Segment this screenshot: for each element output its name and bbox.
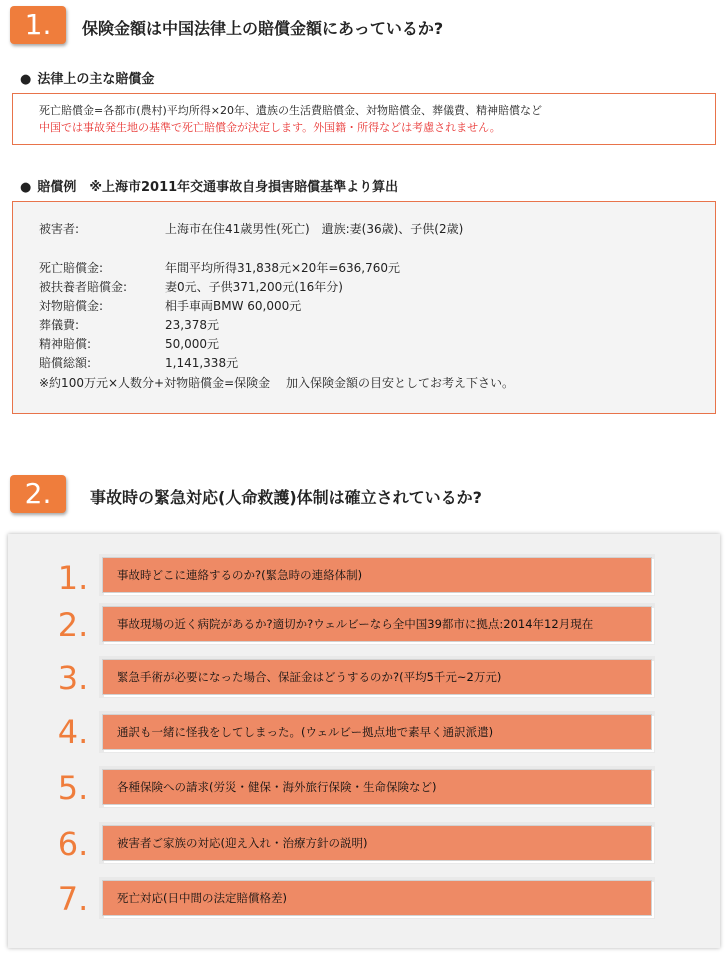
example-row-label: 死亡賠償金: <box>39 261 104 275</box>
item-number: 6. <box>57 825 89 863</box>
example-row-label: 精神賠償: <box>39 337 92 351</box>
example-row-value: 23,378元 <box>165 318 219 332</box>
bullet-icon: ● <box>20 180 32 195</box>
example-row <box>39 354 238 372</box>
checklist-item: 緊急手術が必要になった場合、保証金はどうするのか?(平均5千元~2万元) <box>102 659 652 695</box>
example-row <box>39 335 219 353</box>
example-row <box>39 278 343 296</box>
item-number: 7. <box>57 880 89 918</box>
example-heading <box>20 176 398 195</box>
victim-label: 被害者: <box>39 222 80 236</box>
legal-line-1: 死亡賠償金=各都市(農村)平均所得×20年、遺族の生活費賠償金、対物賠償金、葬儀費、精神賠償など <box>39 104 543 117</box>
example-row-value: 妻0元、子供371,200元(16年分) <box>165 280 343 294</box>
example-row-value: 50,000元 <box>165 337 219 351</box>
example-row-label: 対物賠償金: <box>39 299 104 313</box>
section2-title: 事故時の緊急対応(人命救護)体制は確立されているか? <box>90 488 482 507</box>
example-row-label: 葬儀費: <box>39 318 80 332</box>
example-row-label: 被扶養者賠償金: <box>39 280 128 294</box>
example-row-label: 賠償総額: <box>39 356 92 370</box>
checklist-item: 被害者ご家族の対応(迎え入れ・治療方針の説明) <box>102 825 652 861</box>
checklist-panel <box>8 534 720 948</box>
section1-number-badge: 1. <box>10 6 66 44</box>
example-row <box>39 316 219 334</box>
checklist-item: 死亡対応(日中間の法定賠償格差) <box>102 880 652 916</box>
item-number: 3. <box>57 659 89 697</box>
checklist-item: 事故現場の近く病院があるか?適切か?ウェルビーなら全中国39都市に拠点:2014年12月現在 <box>102 606 652 642</box>
legal-box <box>12 93 716 145</box>
item-number: 1. <box>57 559 89 597</box>
bullet-icon: ● <box>20 72 32 87</box>
section2-number-badge: 2. <box>10 475 66 513</box>
victim-row <box>39 220 463 238</box>
example-row <box>39 259 400 277</box>
example-row-value: 相手車両BMW 60,000元 <box>165 299 302 313</box>
example-box <box>12 201 716 414</box>
checklist-item: 通訳も一緒に怪我をしてしまった。(ウェルビー拠点地で素早く通訳派遣) <box>102 714 652 750</box>
item-number: 4. <box>57 713 89 751</box>
legal-heading-text: 法律上の主な賠償金 <box>37 72 155 87</box>
checklist-item: 事故時どこに連絡するのか?(緊急時の連絡体制) <box>102 557 652 593</box>
example-note: ※約100万元×人数分+対物賠償金=保険金 加入保険金額の目安としてお考え下さい。 <box>39 376 514 390</box>
section1-title: 保険金額は中国法律上の賠償金額にあっているか? <box>82 19 444 38</box>
item-number: 5. <box>57 769 89 807</box>
example-row <box>39 297 301 315</box>
example-heading-text: 賠償例 ※上海市2011年交通事故自身損害賠償基準より算出 <box>37 180 399 195</box>
legal-heading <box>20 68 154 87</box>
legal-line-2: 中国では事故発生地の基準で死亡賠償金が決定します。外国籍・所得などは考慮されません。 <box>39 121 501 134</box>
example-row-value: 1,141,338元 <box>165 356 239 370</box>
item-number: 2. <box>57 606 89 644</box>
example-row-value: 年間平均所得31,838元×20年=636,760元 <box>165 261 400 275</box>
checklist-item: 各種保険への請求(労災・健保・海外旅行保険・生命保険など) <box>102 769 652 805</box>
victim-value: 上海市在住41歳男性(死亡) 遺族:妻(36歳)、子供(2歳) <box>165 222 464 236</box>
